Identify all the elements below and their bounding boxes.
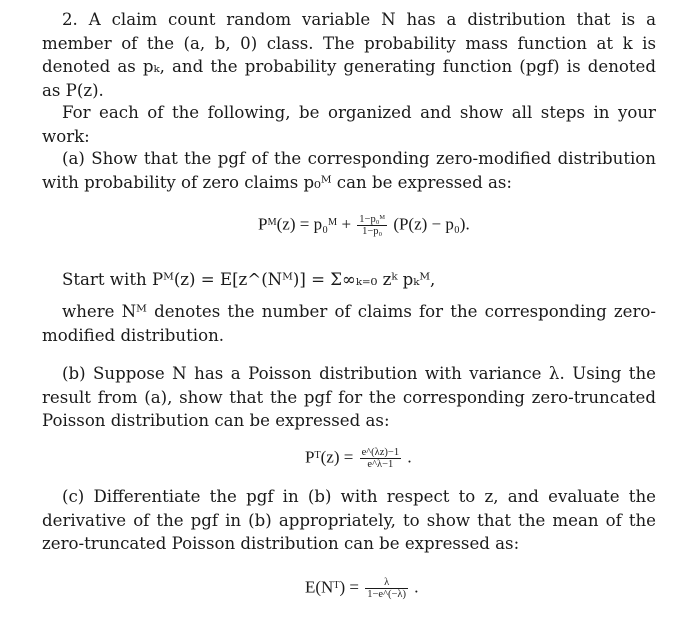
- part-a-fraction-numerator: 1−p₀ᴹ: [359, 214, 386, 225]
- part-c-fraction: [365, 577, 408, 600]
- part-b-fraction-numerator: e^(λz)−1: [361, 447, 400, 458]
- part-b-formula-lhs: Pᵀ(z) =: [305, 447, 354, 467]
- part-a-fraction: [357, 214, 387, 237]
- part-a-formula-rhs: (P(z) − p₀).: [393, 214, 470, 234]
- part-a-formula-lhs: Pᴹ(z) = p₀ᴹ +: [258, 214, 352, 234]
- part-b-fraction: [360, 447, 402, 470]
- part-b-formula: [305, 447, 412, 470]
- part-b-text: (b) Suppose N has a Poisson distribution with variance λ. Using the result from (a), show that the pgf for the corresponding zero-truncated Poisson distribution can be expressed as:: [42, 364, 656, 430]
- part-c-formula-lhs: E(Nᵀ) =: [305, 577, 359, 597]
- part-a-fraction-denominator: 1−p₀: [362, 226, 383, 237]
- instruction-text: For each of the following, be organized and show all steps in your work:: [42, 103, 656, 146]
- part-c-fraction-denominator: 1−e^(−λ): [367, 589, 406, 600]
- part-b-fraction-denominator: e^λ−1: [367, 459, 394, 470]
- part-c-formula: [305, 577, 419, 600]
- part-c-fraction-numerator: λ: [365, 577, 408, 589]
- part-c-text: (c) Differentiate the pgf in (b) with respect to z, and evaluate the derivative of the pgf in (b) appropriately, to show that the mean of the zero-truncated Poisson distribution can be expressed as:: [42, 487, 656, 553]
- problem-intro: 2. A claim count random variable N has a distribution that is a member of the (a, b, 0) class. The probability mass function at k is denoted as pₖ, and the probability generating function (pgf) is denoted as P(z).: [42, 10, 656, 100]
- part-c-formula-end: .: [414, 577, 419, 597]
- part-a-hint-where: where Nᴹ denotes the number of claims for the corresponding zero-modified distribution.: [42, 302, 656, 345]
- part-a-formula: [258, 214, 470, 237]
- part-a-text: (a) Show that the pgf of the corresponding zero-modified distribution with probability of zero claims p₀ᴹ can be expressed as:: [42, 149, 656, 192]
- part-b-formula-end: .: [407, 447, 412, 467]
- part-a-hint-start: Start with Pᴹ(z) = E[z^(Nᴹ)] = Σ∞ₖ₌₀ zᵏ pₖᴹ,: [62, 270, 436, 289]
